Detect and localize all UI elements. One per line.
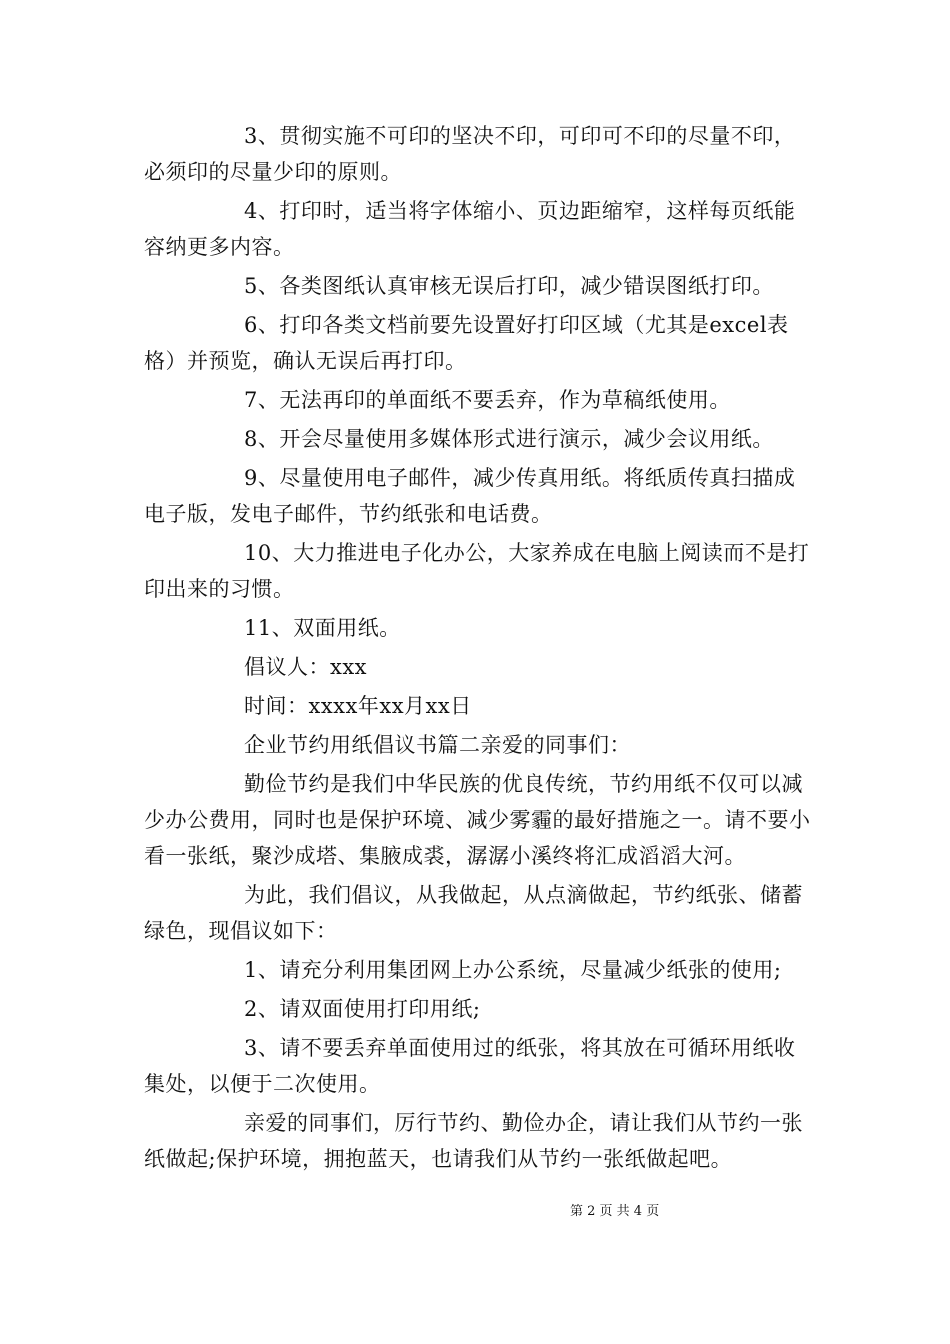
paragraph-item-6: 6、打印各类文档前要先设置好打印区域（尤其是excel表格）并预览，确认无误后再打印。 <box>144 313 789 373</box>
page-number-footer: 第 2 页 共 4 页 <box>570 1204 660 1219</box>
paragraph-item-5: 5、各类图纸认真审核无误后打印，减少错误图纸打印。 <box>244 274 774 298</box>
section-heading: 企业节约用纸倡议书篇二亲爱的同事们： <box>244 733 631 757</box>
paragraph-item-7: 7、无法再印的单面纸不要丢弃，作为草稿纸使用。 <box>244 388 731 412</box>
document-body <box>144 118 812 1180</box>
paragraph-item-10: 10、大力推进电子化办公，大家养成在电脑上阅读而不是打印出来的习惯。 <box>144 541 810 601</box>
paragraph-item-8: 8、开会尽量使用多媒体形式进行演示，减少会议用纸。 <box>244 427 774 451</box>
date-line: 时间：xxxx年xx月xx日 <box>244 694 472 718</box>
proposal-paragraph: 为此，我们倡议，从我做起，从点滴做起，节约纸张、储蓄绿色，现倡议如下： <box>144 883 803 943</box>
paragraph-item-9: 9、尽量使用电子邮件，减少传真用纸。将纸质传真扫描成电子版，发电子邮件，节约纸张和电话费。 <box>144 466 796 526</box>
proposal-item-1: 1、请充分利用集团网上办公系统，尽量减少纸张的使用; <box>244 958 782 982</box>
paragraph-item-11: 11、双面用纸。 <box>244 616 401 640</box>
proposal-item-3: 3、请不要丢弃单面使用过的纸张，将其放在可循环用纸收集处，以便于二次使用。 <box>144 1036 796 1096</box>
intro-paragraph: 勤俭节约是我们中华民族的优良传统，节约用纸不仅可以减少办公费用，同时也是保护环境、减少雾霾的最好措施之一。请不要小看一张纸，聚沙成塔、集腋成裘，潺潺小溪终将汇成滔滔大河。 <box>144 772 811 868</box>
proposal-item-2: 2、请双面使用打印用纸; <box>244 997 481 1021</box>
initiator-line: 倡议人：xxx <box>244 655 368 679</box>
paragraph-item-3: 3、贯彻实施不可印的坚决不印，可印可不印的尽量不印，必须印的尽量少印的原则。 <box>144 124 796 184</box>
paragraph-item-4: 4、打印时，适当将字体缩小、页边距缩窄，这样每页纸能容纳更多内容。 <box>144 199 796 259</box>
closing-paragraph: 亲爱的同事们，厉行节约、勤俭办企，请让我们从节约一张纸做起;保护环境，拥抱蓝天，也请我们从节约一张纸做起吧。 <box>144 1111 803 1171</box>
